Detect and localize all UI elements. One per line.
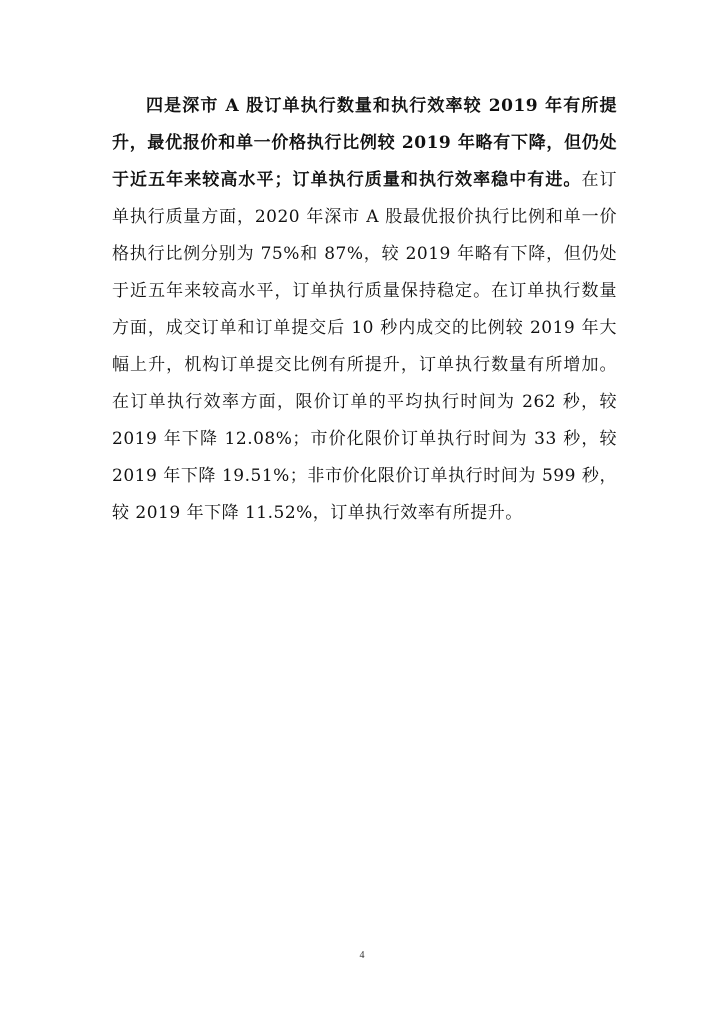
- paragraph-bold-lead: 四是深市 A 股订单执行数量和执行效率较 2019 年有所提升，最优报价和单一价格执行比例较 2019 年略有下降，但仍处于近五年来较高水平；订单执行质量和执行效率稳中有进。: [112, 96, 617, 190]
- paragraph-body-text: 在订单执行质量方面，2020 年深市 A 股最优报价执行比例和单一价格执行比例分别为 75%和 87%，较 2019 年略有下降，但仍处于近五年来较高水平，订单执行质量保持稳定。在订单执行数量方面，成交订单和订单提交后 10 秒内成交的比例较 2019 年大幅上升，机构订单提交比例有所提升，订单执行数量有所增加。在订单执行效率方面，限价订单的平均执行时间为 262 秒，较 2019 年下降 12.08%；市价化限价订单执行时间为 33 秒，较 2019 年下降 19.51%；非市价化限价订单执行时间为 599 秒，较 2019 年下降 11.52%，订单执行效率有所提升。: [112, 170, 618, 523]
- page-number: 4: [359, 950, 365, 961]
- body-paragraph: [112, 88, 617, 532]
